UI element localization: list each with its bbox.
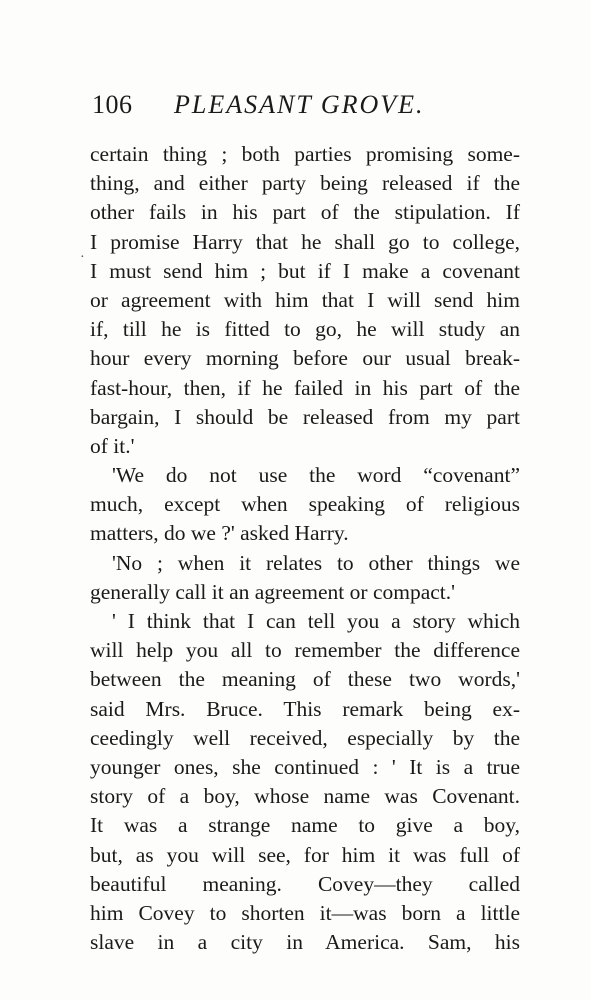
text-line: said Mrs. Bruce. This remark being ex- (90, 696, 520, 721)
text-line: him Covey to shorten it—was born a little (90, 900, 520, 925)
text-line: or agreement with him that I will send him (90, 287, 520, 312)
text-line: certain thing ; both parties promising some- (90, 142, 520, 166)
text-line: slave in a city in America. Sam, his (90, 930, 520, 955)
text-line: It was a strange name to give a boy, (90, 813, 520, 838)
text-line: other fails in his part of the stipulation. If (90, 200, 520, 225)
page-number: 106 (92, 90, 133, 119)
text-line: I promise Harry that he shall go to college, (90, 229, 520, 254)
text-line: younger ones, she continued : ' It is a true (90, 754, 520, 779)
text-line: if, till he is fitted to go, he will study an (90, 317, 520, 342)
text-line: hour every morning before our usual break- (90, 346, 520, 371)
text-line: matters, do we ?' asked Harry. (90, 521, 349, 546)
text-line: of it.' (90, 433, 135, 458)
text-line: generally call it an agreement or compact.' (90, 579, 456, 604)
text-line: ' I think that I can tell you a story which (112, 609, 520, 633)
running-title: PLEASANT GROVE. (174, 90, 425, 119)
text-line: I must send him ; but if I make a covenant (90, 258, 520, 283)
margin-dot-mark: · (80, 250, 85, 265)
text-line: much, except when speaking of religious (90, 492, 520, 517)
text-line: but, as you will see, for him it was full of (90, 842, 520, 867)
text-line: 'No ; when it relates to other things we (112, 550, 520, 575)
text-line: fast-hour, then, if he failed in his part of the (90, 375, 520, 400)
text-line: story of a boy, whose name was Covenant. (90, 784, 520, 809)
text-line: ceedingly well received, especially by the (90, 725, 520, 750)
text-line: will help you all to remember the difference (90, 638, 520, 663)
body-text (90, 140, 520, 957)
text-line: between the meaning of these two words,' (90, 667, 520, 692)
text-line: bargain, I should be released from my part (90, 404, 520, 429)
text-line: thing, and either party being released if the (90, 171, 520, 196)
text-line: 'We do not use the word “covenant” (112, 463, 520, 488)
text-line: beautiful meaning. Covey—they called (90, 871, 520, 896)
page-header (92, 90, 532, 130)
